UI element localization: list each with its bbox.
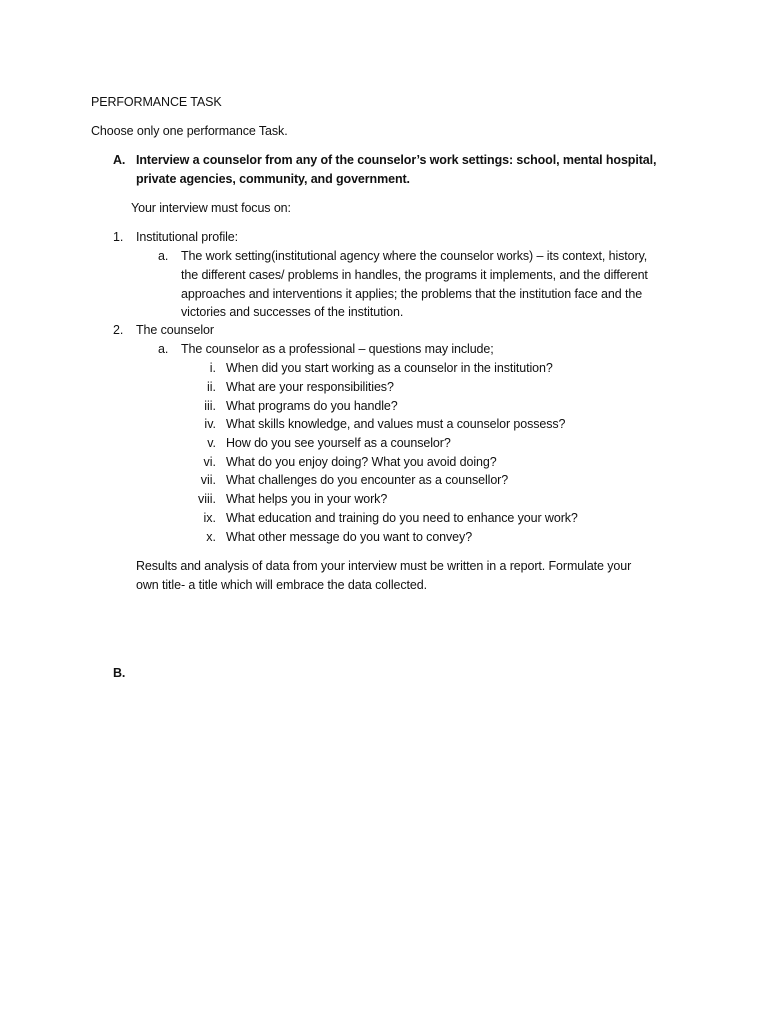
question-marker: x. [206, 530, 216, 544]
question-marker: i. [209, 361, 216, 375]
question-text: What helps you in your work? [226, 492, 388, 506]
task-a-line-2: private agencies, community, and government. [136, 172, 410, 186]
question-text: What do you enjoy doing? What you avoid doing? [226, 455, 497, 469]
question-text: What are your responsibilities? [226, 380, 394, 394]
focus-text: Your interview must focus on: [131, 201, 291, 215]
task-b-marker: B. [113, 666, 126, 680]
item-1a-line-3: approaches and interventions it applies; the problems that the institution face and the [181, 287, 643, 301]
item-1a-line-2: the different cases/ problems in handles, the programs it implements, and the different [181, 268, 648, 282]
task-a-marker: A. [113, 153, 126, 167]
question-marker: viii. [197, 492, 216, 506]
task-a-line-1: Interview a counselor from any of the counselor’s work settings: school, mental hospital, [136, 153, 657, 167]
question-text: What challenges do you encounter as a counsellor? [226, 473, 509, 487]
question-marker: vii. [200, 473, 216, 487]
item-1-label: Institutional profile: [136, 230, 239, 244]
question-marker: ii. [206, 380, 216, 394]
question-marker: vi. [203, 455, 216, 469]
results-line-1: Results and analysis of data from your interview must be written in a report. Formulate your [136, 559, 632, 573]
question-text: What skills knowledge, and values must a counselor possess? [226, 417, 566, 431]
item-2a-marker: a. [158, 342, 169, 356]
question-text: What other message do you want to convey? [226, 530, 473, 544]
question-text: When did you start working as a counselor in the institution? [226, 361, 553, 375]
question-text: What programs do you handle? [226, 399, 398, 413]
item-2-marker: 2. [113, 323, 124, 337]
item-1a-line-1: The work setting(institutional agency where the counselor works) – its context, history, [181, 249, 648, 263]
item-2-label: The counselor [136, 323, 214, 337]
question-marker: v. [207, 436, 216, 450]
results-line-2: own title- a title which will embrace the data collected. [136, 578, 427, 592]
question-text: What education and training do you need to enhance your work? [226, 511, 578, 525]
question-marker: ix. [203, 511, 216, 525]
instruction-text: Choose only one performance Task. [91, 124, 288, 138]
question-text: How do you see yourself as a counselor? [226, 436, 451, 450]
item-1-marker: 1. [113, 230, 124, 244]
item-1a-line-4: victories and successes of the institution. [181, 305, 404, 319]
document-title: PERFORMANCE TASK [91, 95, 222, 109]
item-1a-marker: a. [158, 249, 169, 263]
question-marker: iii. [204, 399, 216, 413]
question-marker: iv. [204, 417, 216, 431]
item-2a-text: The counselor as a professional – questions may include; [181, 342, 494, 356]
